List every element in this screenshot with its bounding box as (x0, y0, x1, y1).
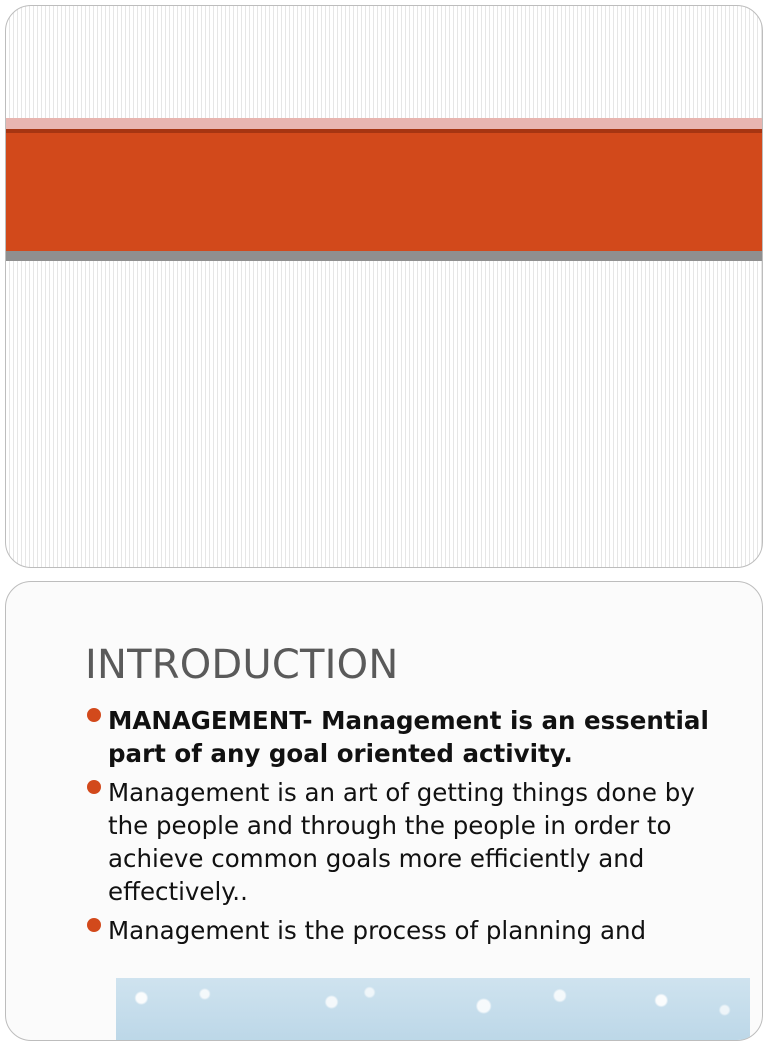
slide-heading: INTRODUCTION (85, 642, 399, 688)
bullet-item (86, 776, 726, 908)
bullet-item (86, 704, 726, 770)
bullet-icon (87, 918, 101, 932)
title-slide (5, 5, 763, 568)
title-band (6, 129, 762, 251)
bullet-icon (87, 780, 101, 794)
bullet-list (86, 704, 726, 953)
bullet-icon (87, 708, 101, 722)
bullet-item (86, 914, 726, 947)
decorative-photo (116, 978, 750, 1041)
introduction-slide (5, 581, 763, 1041)
bullet-text: MANAGEMENT- Management is an essential part of any goal oriented activity. (108, 706, 709, 768)
title-band-shadow (6, 251, 762, 261)
title-band-highlight (6, 118, 762, 129)
bullet-text: Management is the process of planning and (108, 916, 647, 945)
bullet-text: Management is an art of getting things done by the people and through the people in order to achieve common goals more efficiently and effectively.. (108, 778, 695, 906)
